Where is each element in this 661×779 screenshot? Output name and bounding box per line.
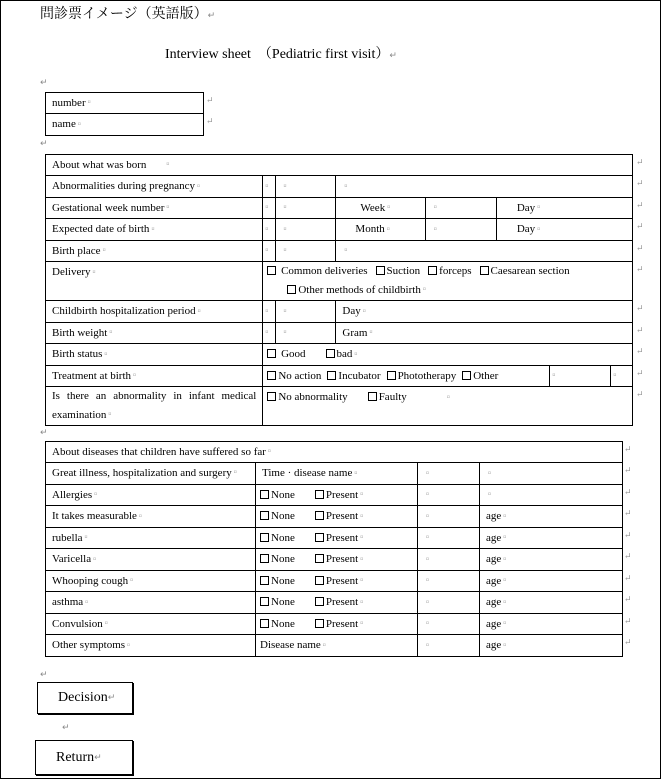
interview-sheet-title: Interview sheet （Pediatric first visit）↵: [165, 47, 397, 62]
age-label: age: [486, 639, 502, 652]
disease-age-cell[interactable]: age ¤: [480, 527, 623, 548]
row-end-mark: ↵: [624, 530, 632, 540]
disease-row-rubella: rubella ¤ None Present ¤ ¤ age ¤: [46, 527, 623, 548]
birth-weight-input[interactable]: ¤: [275, 322, 336, 343]
age-label: age: [486, 553, 502, 566]
checkbox-present[interactable]: [315, 576, 324, 585]
pregnancy-label: Abnormalities during pregnancy: [52, 180, 195, 193]
checkbox-no-action[interactable]: [267, 371, 276, 380]
disease-detail-input[interactable]: ¤: [418, 570, 480, 591]
row-end-mark: ↵: [624, 573, 632, 583]
none-label: None: [271, 510, 295, 523]
paragraph-mark: ↵: [40, 78, 48, 88]
name-field[interactable]: name ¤: [46, 114, 204, 135]
checkbox-present[interactable]: [315, 490, 324, 499]
row-end-mark: ↵: [636, 389, 644, 399]
disease-label: It takes measurable: [52, 510, 137, 523]
expected-cell-a[interactable]: ¤: [263, 219, 275, 240]
row-end-mark: ↵: [636, 303, 644, 313]
caesarean-section-label: Caesarean section: [490, 265, 570, 278]
present-label: Present: [325, 596, 359, 609]
disease-age-cell[interactable]: age ¤: [480, 570, 623, 591]
other-age-cell[interactable]: age ¤: [480, 635, 623, 656]
gestation-cell-a[interactable]: ¤: [263, 197, 275, 218]
checkbox-none[interactable]: [260, 576, 269, 585]
other-symptoms-label: Other symptoms: [52, 639, 126, 652]
disease-age-cell[interactable]: age ¤: [480, 549, 623, 570]
treatment-row: Treatment at birth ¤ No action Incubator Phototherapy Other ¤ ¤: [46, 365, 633, 386]
checkbox-incubator[interactable]: [327, 371, 336, 380]
disease-name-label: Disease name: [260, 639, 321, 652]
row-end-mark: ↵: [624, 444, 632, 454]
pregnancy-cell-b[interactable]: ¤: [275, 176, 336, 197]
birth-header: About what was born: [52, 159, 147, 171]
age-label: age: [486, 531, 502, 544]
birth-table: [45, 154, 633, 426]
row-end-mark: ↵: [624, 616, 632, 626]
disease-detail-input[interactable]: ¤: [418, 484, 480, 505]
disease-detail-input[interactable]: ¤: [418, 592, 480, 613]
birth-place-cell-a[interactable]: ¤: [263, 240, 275, 261]
number-field[interactable]: number ¤: [46, 93, 204, 114]
age-label: age: [486, 617, 502, 630]
checkbox-none[interactable]: [260, 490, 269, 499]
number-row: [46, 93, 204, 114]
great-illness-row: Great illness, hospitalization and surgery ¤ Time · disease name ¤ ¤ ¤: [46, 463, 623, 484]
great-illness-label: Great illness, hospitalization and surgery: [52, 467, 232, 480]
checkbox-present[interactable]: [315, 619, 324, 628]
checkbox-none[interactable]: [260, 597, 269, 606]
paragraph-mark: ↵: [40, 670, 48, 680]
checkbox-other-delivery[interactable]: [287, 285, 296, 294]
paragraph-mark: ↵: [40, 139, 48, 149]
other-detail-input[interactable]: ¤: [418, 635, 480, 656]
checkbox-faulty[interactable]: [368, 392, 377, 401]
age-label: age: [486, 574, 502, 587]
checkbox-none[interactable]: [260, 511, 269, 520]
disease-detail-input[interactable]: ¤: [418, 549, 480, 570]
present-label: Present: [325, 531, 359, 544]
infant-exam-row: Is there an abnormality in infant medical examination ¤ No abnormality Faulty ¤: [46, 387, 633, 426]
pregnancy-cell-a[interactable]: ¤: [263, 176, 275, 197]
checkbox-phototherapy[interactable]: [387, 371, 396, 380]
number-label: number: [52, 97, 86, 109]
diseases-header-row: About diseases that children have suffered so far ¤: [46, 442, 623, 463]
row-end-mark: ↵: [624, 551, 632, 561]
checkbox-present[interactable]: [315, 554, 324, 563]
checkbox-status-good[interactable]: [267, 349, 276, 358]
disease-detail-input[interactable]: ¤: [418, 613, 480, 634]
birth-place-row: Birth place ¤ ¤ ¤ ¤: [46, 240, 633, 261]
disease-label: Allergies: [52, 488, 93, 501]
paragraph-mark: ↵: [62, 723, 70, 733]
checkbox-no-abnormality[interactable]: [267, 392, 276, 401]
hospitalization-days-input[interactable]: ¤: [275, 301, 336, 322]
none-label: None: [271, 488, 295, 501]
status-good-label: Good: [281, 348, 306, 361]
present-label: Present: [325, 617, 359, 630]
row-end-mark: ↵: [636, 157, 644, 167]
checkbox-suction[interactable]: [376, 266, 385, 275]
hospitalization-day-label: Day: [342, 305, 361, 318]
treatment-label: Treatment at birth: [52, 369, 132, 382]
hospitalization-cell-a[interactable]: ¤: [263, 301, 275, 322]
day-label: Day: [516, 201, 536, 214]
row-end-mark: ↵: [624, 487, 632, 497]
gestation-weeks-input[interactable]: ¤: [275, 197, 336, 218]
treatment-extra-cell[interactable]: ¤: [610, 366, 632, 386]
great-illness-cell-d[interactable]: ¤: [480, 463, 623, 484]
name-row: [46, 114, 204, 135]
checkbox-other[interactable]: [462, 371, 471, 380]
checkbox-none[interactable]: [260, 554, 269, 563]
birth-place-cell-b[interactable]: ¤: [275, 240, 336, 261]
pregnancy-row: Abnormalities during pregnancy ¤ ¤ ¤ ¤: [46, 176, 633, 197]
disease-age-cell[interactable]: age ¤: [480, 506, 623, 527]
forceps-label: forceps: [439, 265, 472, 278]
present-label: Present: [325, 574, 359, 587]
disease-label: Whooping cough: [52, 574, 129, 587]
disease-age-cell[interactable]: ¤: [480, 484, 623, 505]
age-label: age: [486, 596, 502, 609]
birth-weight-cell-a[interactable]: ¤: [263, 322, 275, 343]
incubator-label: Incubator: [338, 370, 381, 383]
none-label: None: [271, 574, 295, 587]
pregnancy-value[interactable]: ¤: [336, 176, 633, 197]
row-end-mark: ↵: [206, 116, 214, 126]
diseases-table: [45, 441, 623, 657]
treatment-other-input[interactable]: ¤: [549, 366, 610, 386]
checkbox-present[interactable]: [315, 533, 324, 542]
delivery-label: Delivery: [52, 266, 91, 279]
infant-exam-label: Is there an abnormality in infant medical examination: [52, 390, 257, 422]
disease-row-other-symptoms: Other symptoms ¤ Disease name ¤ ¤ age ¤: [46, 635, 623, 656]
return-button[interactable]: Return ↵: [35, 740, 133, 775]
row-end-mark: ↵: [206, 95, 214, 105]
disease-age-cell[interactable]: age ¤: [480, 613, 623, 634]
month-label: Month: [355, 223, 385, 236]
row-end-mark: ↵: [636, 243, 644, 253]
disease-label: asthma: [52, 596, 84, 609]
time-disease-label: Time · disease name: [262, 467, 353, 480]
disease-row-asthma: asthma ¤ None Present ¤ ¤ age ¤: [46, 592, 623, 613]
hospitalization-label: Childbirth hospitalization period: [52, 305, 196, 318]
disease-row-varicella: Varicella ¤ None Present ¤ ¤ age ¤: [46, 549, 623, 570]
disease-row-convulsion: Convulsion ¤ None Present ¤ ¤ age ¤: [46, 613, 623, 634]
birth-status-label: Birth status: [52, 348, 103, 361]
checkbox-none[interactable]: [260, 619, 269, 628]
disease-detail-input[interactable]: ¤: [418, 527, 480, 548]
birth-header-row: About what was born ¤: [46, 155, 633, 176]
checkbox-present[interactable]: [315, 597, 324, 606]
row-end-mark: ↵: [636, 346, 644, 356]
common-deliveries-label: Common deliveries: [281, 265, 368, 278]
row-end-mark: ↵: [624, 465, 632, 475]
row-end-mark: ↵: [624, 594, 632, 604]
row-end-mark: ↵: [636, 200, 644, 210]
birth-weight-label: Birth weight: [52, 326, 108, 339]
disease-age-cell[interactable]: age ¤: [480, 592, 623, 613]
row-end-mark: ↵: [636, 325, 644, 335]
decision-button[interactable]: Decision ↵: [37, 682, 133, 714]
none-label: None: [271, 617, 295, 630]
birth-place-value[interactable]: ¤: [336, 240, 633, 261]
present-label: Present: [325, 510, 359, 523]
paragraph-mark: ↵: [40, 428, 48, 438]
status-bad-label: bad: [336, 348, 353, 361]
disease-detail-input[interactable]: ¤: [418, 506, 480, 527]
row-end-mark: ↵: [624, 637, 632, 647]
none-label: None: [271, 553, 295, 566]
checkbox-none[interactable]: [260, 533, 269, 542]
great-illness-cell-c[interactable]: ¤: [418, 463, 480, 484]
gestation-label: Gestational week number: [52, 201, 165, 214]
checkbox-common-deliveries[interactable]: [267, 266, 276, 275]
gestation-row: Gestational week number ¤ ¤ ¤ Week ¤ ¤ Day ¤: [46, 197, 633, 218]
suction-label: Suction: [386, 265, 421, 278]
other-delivery-label: Other methods of childbirth: [298, 284, 421, 297]
disease-row-allergies: Allergies ¤ None Present ¤ ¤ ¤: [46, 484, 623, 505]
present-label: Present: [325, 488, 359, 501]
phototherapy-label: Phototherapy: [397, 370, 457, 383]
no-abnormality-label: No abnormality: [278, 391, 348, 404]
disease-label: Convulsion: [52, 617, 103, 630]
diseases-header: About diseases that children have suffered so far: [52, 446, 266, 458]
disease-row-whooping-cough: Whooping cough ¤ None Present ¤ ¤ age ¤: [46, 570, 623, 591]
document-top-title: 問診票イメージ（英語版）↵: [40, 6, 216, 22]
delivery-options: Common deliveries Suction forceps Caesarean section Other methods of childbirth ¤: [263, 262, 633, 301]
faulty-label: Faulty: [378, 391, 407, 404]
name-label: name: [52, 118, 76, 131]
none-label: None: [271, 531, 295, 544]
day-label: Day: [516, 223, 536, 236]
expected-date-label: Expected date of birth: [52, 223, 150, 236]
birth-status-row: Birth status ¤ Good bad ¤: [46, 344, 633, 365]
disease-label: rubella: [52, 531, 83, 544]
no-action-label: No action: [278, 370, 322, 383]
row-end-mark: ↵: [624, 508, 632, 518]
row-end-mark: ↵: [636, 368, 644, 378]
birth-weight-row: Birth weight ¤ ¤ ¤ Gram ¤: [46, 322, 633, 343]
gram-label: Gram: [342, 326, 368, 339]
checkbox-status-bad[interactable]: [326, 349, 335, 358]
hospitalization-row: Childbirth hospitalization period ¤ ¤ ¤ Day ¤: [46, 301, 633, 322]
other-label: Other: [473, 370, 499, 383]
row-end-mark: ↵: [636, 178, 644, 188]
id-table: [45, 92, 204, 136]
disease-row-it-takes-measurable: It takes measurable ¤ None Present ¤ ¤ age ¤: [46, 506, 623, 527]
present-label: Present: [325, 553, 359, 566]
disease-label: Varicella: [52, 553, 92, 566]
expected-day-input[interactable]: ¤: [425, 219, 496, 240]
row-end-mark: ↵: [636, 264, 644, 274]
birth-place-label: Birth place: [52, 244, 101, 257]
gestation-days-input[interactable]: ¤: [425, 197, 496, 218]
expected-month-input[interactable]: ¤: [275, 219, 336, 240]
expected-date-row: Expected date of birth ¤ ¤ ¤ Month ¤ ¤ Day ¤: [46, 219, 633, 240]
checkbox-forceps[interactable]: [428, 266, 437, 275]
none-label: None: [271, 596, 295, 609]
checkbox-present[interactable]: [315, 511, 324, 520]
checkbox-caesarean-section[interactable]: [480, 266, 489, 275]
row-end-mark: ↵: [636, 221, 644, 231]
disease-name-input[interactable]: Disease name ¤: [256, 635, 418, 656]
age-label: age: [486, 510, 502, 523]
delivery-row: Delivery ¤ Common deliveries Suction forceps Caesarean section Other methods of childbirth ¤: [46, 262, 633, 301]
week-label: Week: [360, 201, 386, 214]
